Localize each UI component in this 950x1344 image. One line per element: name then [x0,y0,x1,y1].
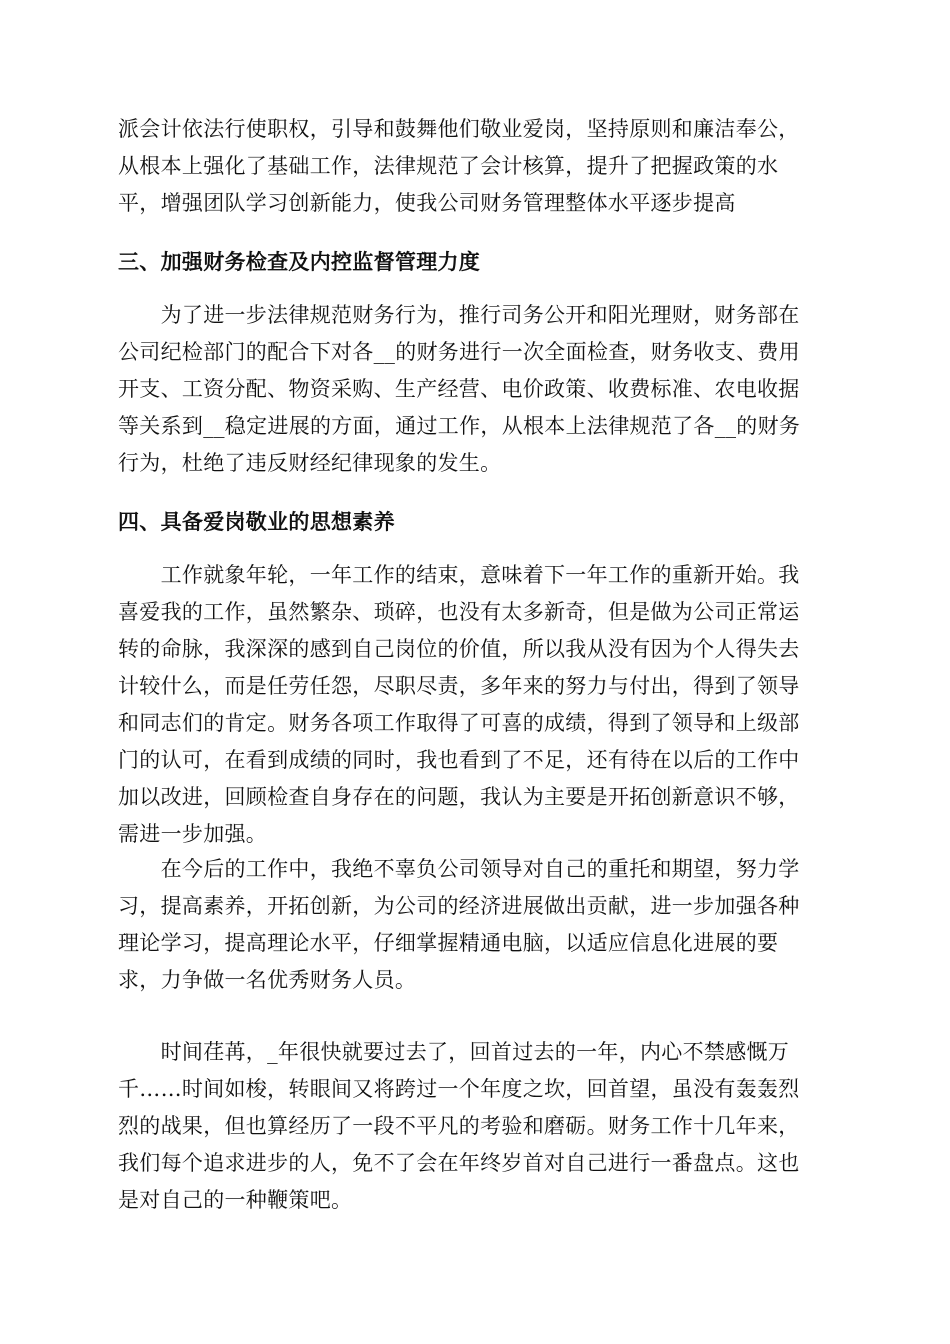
text-line: 习，提高素养，开拓创新，为公司的经济进展做出贡献，进一步加强各种 [118,894,800,918]
text-line: 平，增强团队学习创新能力，使我公司财务管理整体水平逐步提高 [118,191,736,215]
text-line: 理论学习，提高理论水平，仔细掌握精通电脑，以适应信息化进展的要 [118,931,779,955]
text-line: 喜爱我的工作，虽然繁杂、琐碎，也没有太多新奇，但是做为公司正常运 [118,600,800,624]
text-line: 我们每个追求进步的人，免不了会在年终岁首对自己进行一番盘点。这也 [118,1151,800,1175]
text-line: 在今后的工作中，我绝不辜负公司领导对自己的重托和期望，努力学 [118,857,800,881]
text-line: 转的命脉，我深深的感到自己岗位的价值，所以我从没有因为个人得失去 [118,637,800,661]
paragraph-continued [118,111,838,222]
text-line: 需进一步加强。 [118,822,268,846]
text-line: 从根本上强化了基础工作，法律规范了会计核算，提升了把握政策的水 [118,154,779,178]
paragraph-work-ethic [118,557,838,853]
text-line: 计较什么，而是任劳任怨，尽职尽责，多年来的努力与付出，得到了领导 [118,674,800,698]
text-line: 公司纪检部门的配合下对各__的财务进行一次全面检查，财务收支、费用 [118,340,800,364]
text-line: 烈的战果，但也算经历了一段不平凡的考验和磨砺。财务工作十几年来， [118,1114,800,1138]
text-line: 派会计依法行使职权，引导和鼓舞他们敬业爱岗，坚持原则和廉洁奉公， [118,117,800,141]
text-line: 千……时间如梭，转眼间又将跨过一个年度之坎，回首望，虽没有轰轰烈 [118,1077,800,1101]
heading-text: 三、加强财务检查及内控监督管理力度 [118,249,481,274]
text-line: 时间荏苒，_年很快就要过去了，回首过去的一年，内心不禁感慨万 [118,1040,790,1064]
paragraph-financial-inspection [118,297,838,482]
section-heading-3 [118,243,838,280]
text-line: 开支、工资分配、物资采购、生产经营、电价政策、收费标准、农电收据 [118,377,800,401]
text-line: 门的认可，在看到成绩的同时，我也看到了不足，还有待在以后的工作中 [118,748,800,772]
text-line: 求，力争做一名优秀财务人员。 [118,968,417,992]
text-line: 行为，杜绝了违反财经纪律现象的发生。 [118,451,502,475]
paragraph-future-work [118,851,838,999]
paragraph-year-review [118,1034,838,1219]
section-heading-4 [118,503,838,540]
text-line: 和同志们的肯定。财务各项工作取得了可喜的成绩，得到了领导和上级部 [118,711,800,735]
text-line: 加以改进，回顾检查自身存在的问题，我认为主要是开拓创新意识不够， [118,785,800,809]
text-line: 是对自己的一种鞭策吧。 [118,1188,353,1212]
text-line: 工作就象年轮，一年工作的结束，意味着下一年工作的重新开始。我 [118,563,800,587]
heading-text: 四、具备爱岗敬业的思想素养 [118,509,395,534]
text-line: 为了进一步法律规范财务行为，推行司务公开和阳光理财，财务部在 [118,303,800,327]
text-line: 等关系到__稳定进展的方面，通过工作，从根本上法律规范了各__的财务 [118,414,801,438]
